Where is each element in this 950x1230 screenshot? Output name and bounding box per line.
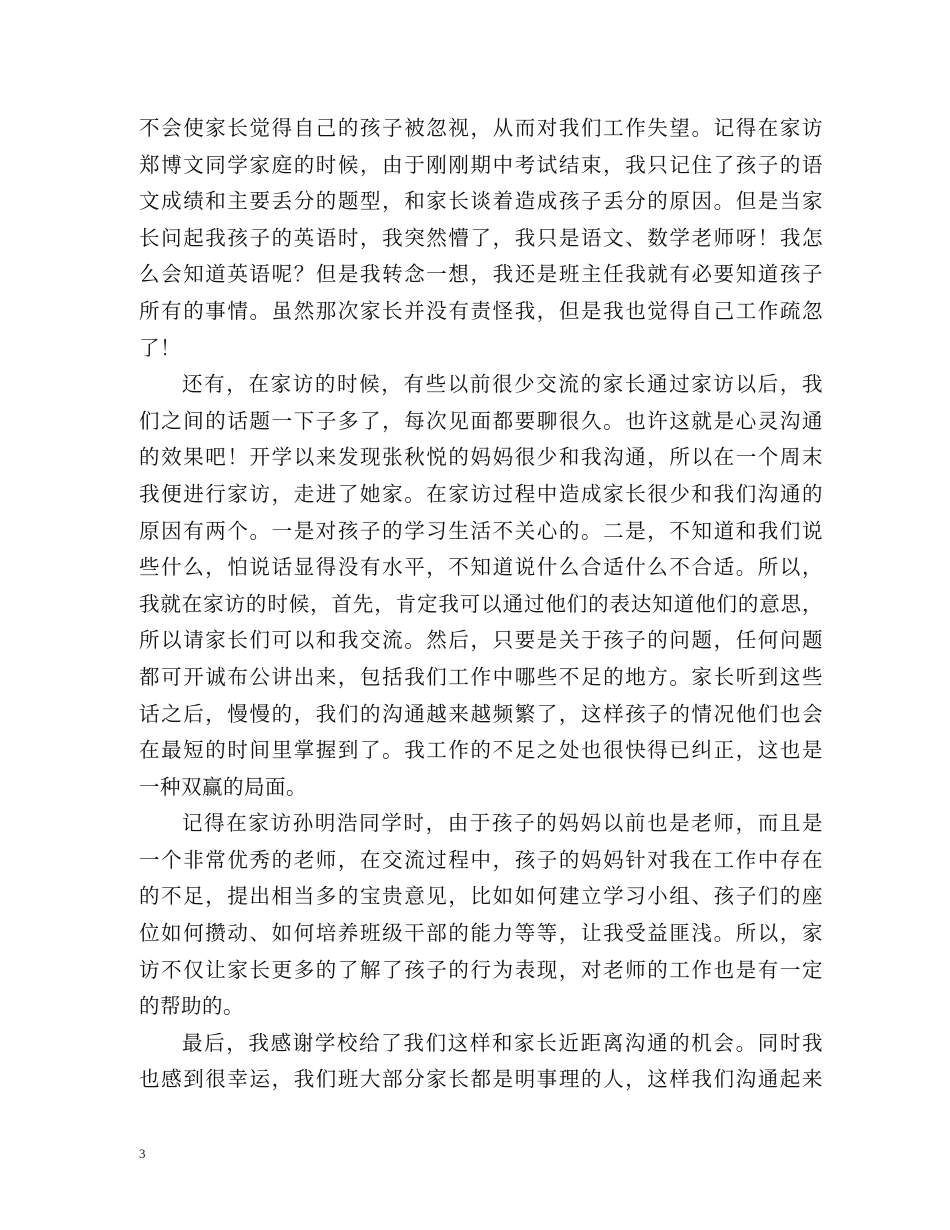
text-line: 不会使家长觉得自己的孩子被忽视，从而对我们工作失望。记得在家访 bbox=[139, 116, 823, 140]
text-line: 话之后，慢慢的，我们的沟通越来越频繁了，这样孩子的情况他们也会 bbox=[139, 701, 823, 726]
paragraph-first-line: 最后，我感谢学校给了我们这样和家长近距离沟通的机会。同时我 bbox=[182, 1030, 823, 1055]
text-line: 的效果吧！开学以来发现张秋悦的妈妈很少和我沟通，所以在一个周末 bbox=[139, 445, 823, 470]
text-line: 原因有两个。一是对孩子的学习生活不关心的。二是，不知道和我们说 bbox=[139, 518, 823, 543]
body-text bbox=[139, 110, 823, 1098]
page-number: 3 bbox=[139, 1146, 146, 1161]
text-line: 所有的事情。虽然那次家长并没有责怪我，但是我也觉得自己工作疏忽 bbox=[139, 298, 823, 323]
text-line: 我便进行家访，走进了她家。在家访过程中造成家长很少和我们沟通的 bbox=[139, 481, 823, 506]
text-line: 我就在家访的时候，首先，肯定我可以通过他们的表达知道他们的意思， bbox=[139, 591, 823, 616]
text-line: 一个非常优秀的老师，在交流过程中，孩子的妈妈针对我在工作中存在 bbox=[139, 847, 823, 872]
text-line: 些什么，怕说话显得没有水平，不知道说什么合适什么不合适。所以， bbox=[139, 555, 823, 580]
text-line: 一种双赢的局面。 bbox=[139, 774, 307, 799]
text-line: 的不足，提出相当多的宝贵意见，比如如何建立学习小组、孩子们的座 bbox=[139, 884, 823, 909]
text-line: 在最短的时间里掌握到了。我工作的不足之处也很快得已纠正，这也是 bbox=[139, 738, 823, 763]
text-line: 文成绩和主要丢分的题型，和家长谈着造成孩子丢分的原因。但是当家 bbox=[139, 189, 823, 214]
text-line: 都可开诚布公讲出来，包括我们工作中哪些不足的地方。家长听到这些 bbox=[139, 664, 823, 689]
text-line: 访不仅让家长更多的了解了孩子的行为表现，对老师的工作也是有一定 bbox=[139, 957, 823, 982]
text-line: 郑博文同学家庭的时候，由于刚刚期中考试结束，我只记住了孩子的语 bbox=[139, 152, 823, 177]
text-line: 位如何攒动、如何培养班级干部的能力等等，让我受益匪浅。所以，家 bbox=[139, 921, 823, 946]
text-line: 了！ bbox=[139, 335, 181, 360]
text-line: 长问起我孩子的英语时，我突然懵了，我只是语文、数学老师呀！我怎 bbox=[139, 225, 823, 250]
text-line: 所以请家长们可以和我交流。然后，只要是关于孩子的问题，任何问题 bbox=[139, 628, 823, 653]
paragraph-first-line: 记得在家访孙明浩同学时，由于孩子的妈妈以前也是老师，而且是 bbox=[182, 811, 823, 836]
text-line: 的帮助的。 bbox=[139, 994, 244, 1019]
text-line: 也感到很幸运，我们班大部分家长都是明事理的人，这样我们沟通起来 bbox=[139, 1067, 823, 1092]
paragraph-first-line: 还有，在家访的时候，有些以前很少交流的家长通过家访以后，我 bbox=[182, 372, 823, 397]
text-line: 们之间的话题一下子多了，每次见面都要聊很久。也许这就是心灵沟通 bbox=[139, 408, 823, 433]
text-line: 么会知道英语呢？但是我转念一想，我还是班主任我就有必要知道孩子 bbox=[139, 262, 823, 287]
